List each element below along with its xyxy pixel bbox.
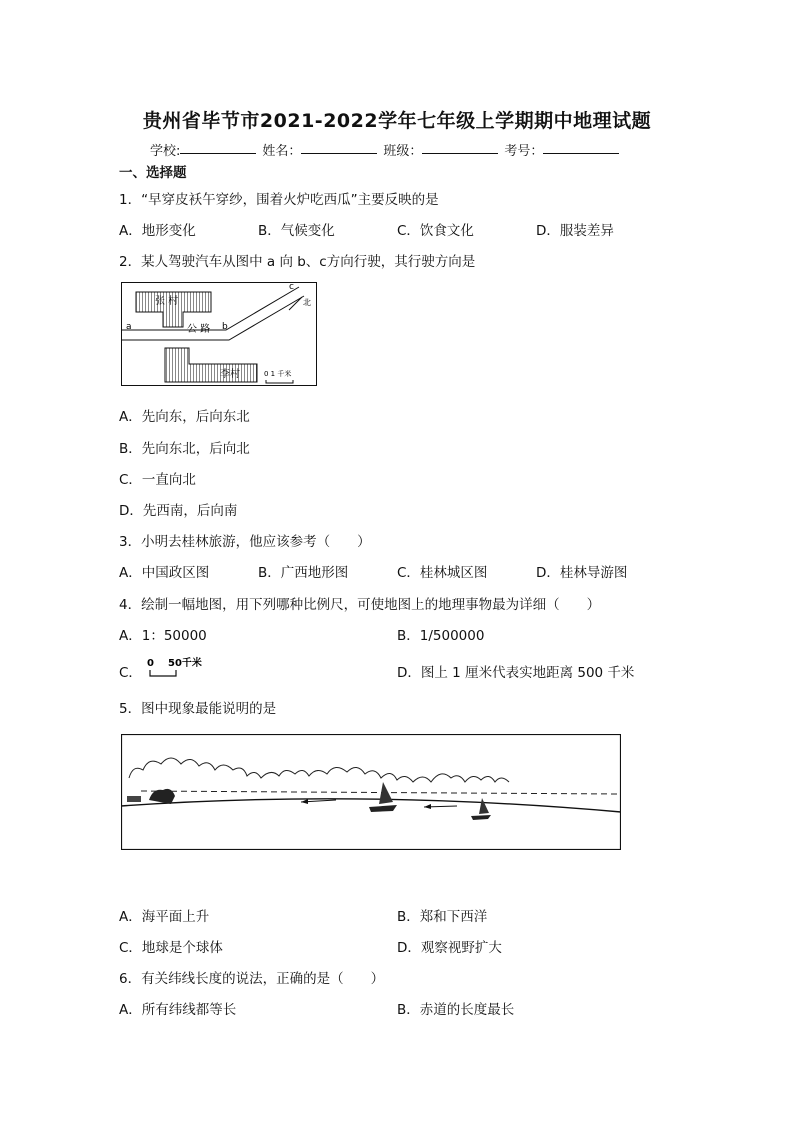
q4-scale-line [150,670,176,676]
exam-no-label: 考号： [504,144,544,159]
village-road-map [121,282,317,386]
question-5-stem: 5．图中现象最能说明的是 [119,701,277,717]
q5-option-b: B．郑和下西洋 [397,909,488,925]
school-blank [180,140,256,154]
map-scale-label: 0 1 千米 [264,370,292,378]
q5-option-a: A．海平面上升 [119,909,210,925]
q2-option-d: D．先西南，后向南 [119,503,238,519]
name-blank [301,140,377,154]
q3-option-d: D．桂林导游图 [536,565,628,581]
q5-option-c: C．地球是个球体 [119,940,223,956]
class-blank [422,140,498,154]
road-label: 公 路 [187,324,211,335]
q2-option-c: C．一直向北 [119,472,196,488]
exam-no-blank [543,140,619,154]
class-label: 班级： [383,144,423,159]
li-village-label: 李村 [220,369,240,380]
q4-scale-label: 50千米 [168,658,202,669]
point-a-label: a [126,322,132,332]
observer-binoculars [127,796,141,802]
q3-option-a: A．中国政区图 [119,565,210,581]
q2-option-a: A．先向东，后向东北 [119,409,250,425]
question-2-stem: 2．某人驾驶汽车从图中 a 向 b、c方向行驶，其行驶方向是 [119,254,476,270]
student-info [150,140,625,159]
q4-option-a: A．1：50000 [119,628,207,644]
school-label: 学校: [150,144,181,159]
north-label: 北 [303,298,311,307]
q4-scale-bar-figure [144,655,214,679]
q4-option-d: D．图上 1 厘米代表实地距离 500 千米 [397,665,635,681]
q1-option-b: B．气候变化 [258,223,335,239]
q6-option-a: A．所有纬线都等长 [119,1002,237,1018]
point-c-label: c [289,282,294,292]
q3-option-b: B．广西地形图 [258,565,349,581]
point-b-label: b [222,322,228,332]
q3-option-c: C．桂林城区图 [397,565,488,581]
q6-option-b: B．赤道的长度最长 [397,1002,515,1018]
q1-option-a: A．地形变化 [119,223,196,239]
question-4-stem: 4．绘制一幅地图，用下列哪种比例尺，可使地图上的地理事物最为详细（ ） [119,597,601,613]
q4-option-b: B．1/500000 [397,628,485,644]
q2-option-b: B．先向东北，后向北 [119,441,250,457]
zhang-village-label: 张 村 [155,296,179,307]
ship-horizon-figure [121,734,621,850]
name-label: 姓名： [262,144,302,159]
section-heading: 一、选择题 [119,165,187,181]
question-3-stem: 3．小明去桂林旅游，他应该参考（ ） [119,534,371,550]
q4-option-c: C． [119,665,142,681]
page-title: 贵州省毕节市2021-2022学年七年级上学期期中地理试题 [142,110,652,132]
q1-option-c: C．饮食文化 [397,223,474,239]
question-1-stem: 1．“早穿皮袄午穿纱，围着火炉吃西瓜”主要反映的是 [119,192,439,208]
q5-option-d: D．观察视野扩大 [397,940,502,956]
q4-scale-zero: 0 [147,658,154,669]
q1-option-d: D．服装差异 [536,223,614,239]
question-6-stem: 6．有关纬线长度的说法，正确的是（ ） [119,971,385,987]
